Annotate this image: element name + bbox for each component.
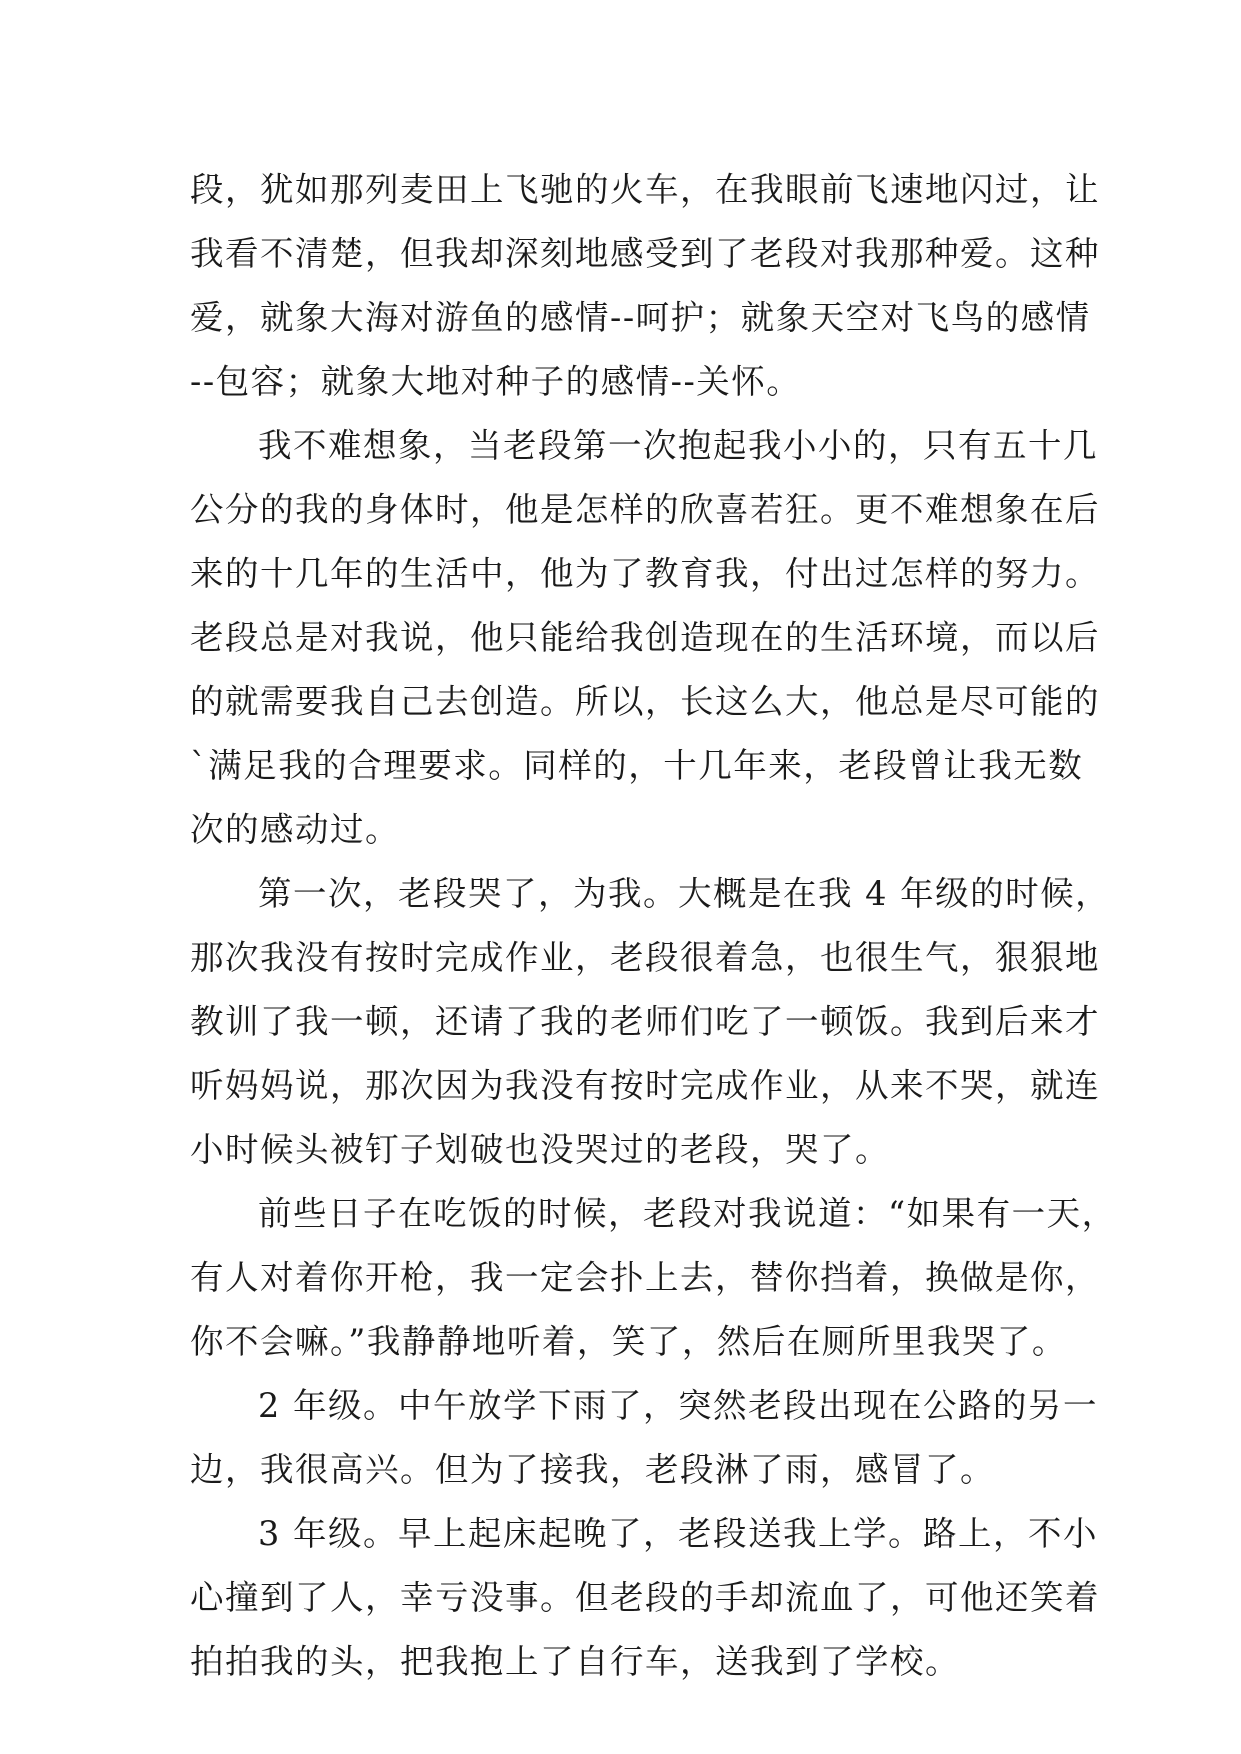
text-line: 3 年级。早上起床起晚了，老段送我上学。路上，不小: [258, 1514, 1098, 1553]
text-line: 有人对着你开枪，我一定会扑上去，替你挡着，换做是你，: [190, 1258, 1100, 1297]
text-line: 小时候头被钉子划破也没哭过的老段，哭了。: [190, 1130, 890, 1169]
text-line: 段，犹如那列麦田上飞驰的火车，在我眼前飞速地闪过，让: [190, 170, 1100, 209]
text-line: 第一次，老段哭了，为我。大概是在我 4 年级的时候，: [258, 874, 1111, 913]
text-line: 爱，就象大海对游鱼的感情--呵护；就象天空对飞鸟的感情: [190, 298, 1091, 337]
paragraph: [190, 414, 1100, 862]
text-line: 你不会嘛。”我静静地听着，笑了，然后在厕所里我哭了。: [190, 1322, 1067, 1361]
text-line: 我不难想象，当老段第一次抱起我小小的，只有五十几: [258, 426, 1098, 465]
text-line: `满足我的合理要求。同样的，十几年来，老段曾让我无数: [190, 746, 1084, 785]
text-line: 2 年级。中午放学下雨了，突然老段出现在公路的另一: [258, 1386, 1098, 1425]
paragraph: [190, 1374, 1098, 1502]
text-line: 听妈妈说，那次因为我没有按时完成作业，从来不哭，就连: [190, 1066, 1100, 1105]
paragraph: [190, 1502, 1100, 1694]
text-line: 那次我没有按时完成作业，老段很着急，也很生气，狠狠地: [190, 938, 1100, 977]
text-line: 教训了我一顿，还请了我的老师们吃了一顿饭。我到后来才: [190, 1002, 1100, 1041]
paragraph: [190, 862, 1111, 1182]
paragraph: [190, 1182, 1117, 1374]
text-line: 我看不清楚，但我却深刻地感受到了老段对我那种爱。这种: [190, 234, 1100, 273]
body-text: [190, 158, 1117, 1694]
text-line: 来的十几年的生活中，他为了教育我，付出过怎样的努力。: [190, 554, 1100, 593]
text-line: 心撞到了人，幸亏没事。但老段的手却流血了，可他还笑着: [190, 1578, 1100, 1617]
text-line: --包容；就象大地对种子的感情--关怀。: [190, 362, 802, 401]
text-line: 公分的我的身体时，他是怎样的欣喜若狂。更不难想象在后: [190, 490, 1100, 529]
paragraph: [190, 158, 1100, 414]
text-line: 拍拍我的头，把我抱上了自行车，送我到了学校。: [190, 1642, 960, 1681]
text-line: 老段总是对我说，他只能给我创造现在的生活环境，而以后: [190, 618, 1100, 657]
text-line: 边，我很高兴。但为了接我，老段淋了雨，感冒了。: [190, 1450, 995, 1489]
text-line: 前些日子在吃饭的时候，老段对我说道：“如果有一天，: [258, 1194, 1117, 1233]
text-line: 的就需要我自己去创造。所以，长这么大，他总是尽可能的: [190, 682, 1100, 721]
text-line: 次的感动过。: [190, 810, 400, 849]
